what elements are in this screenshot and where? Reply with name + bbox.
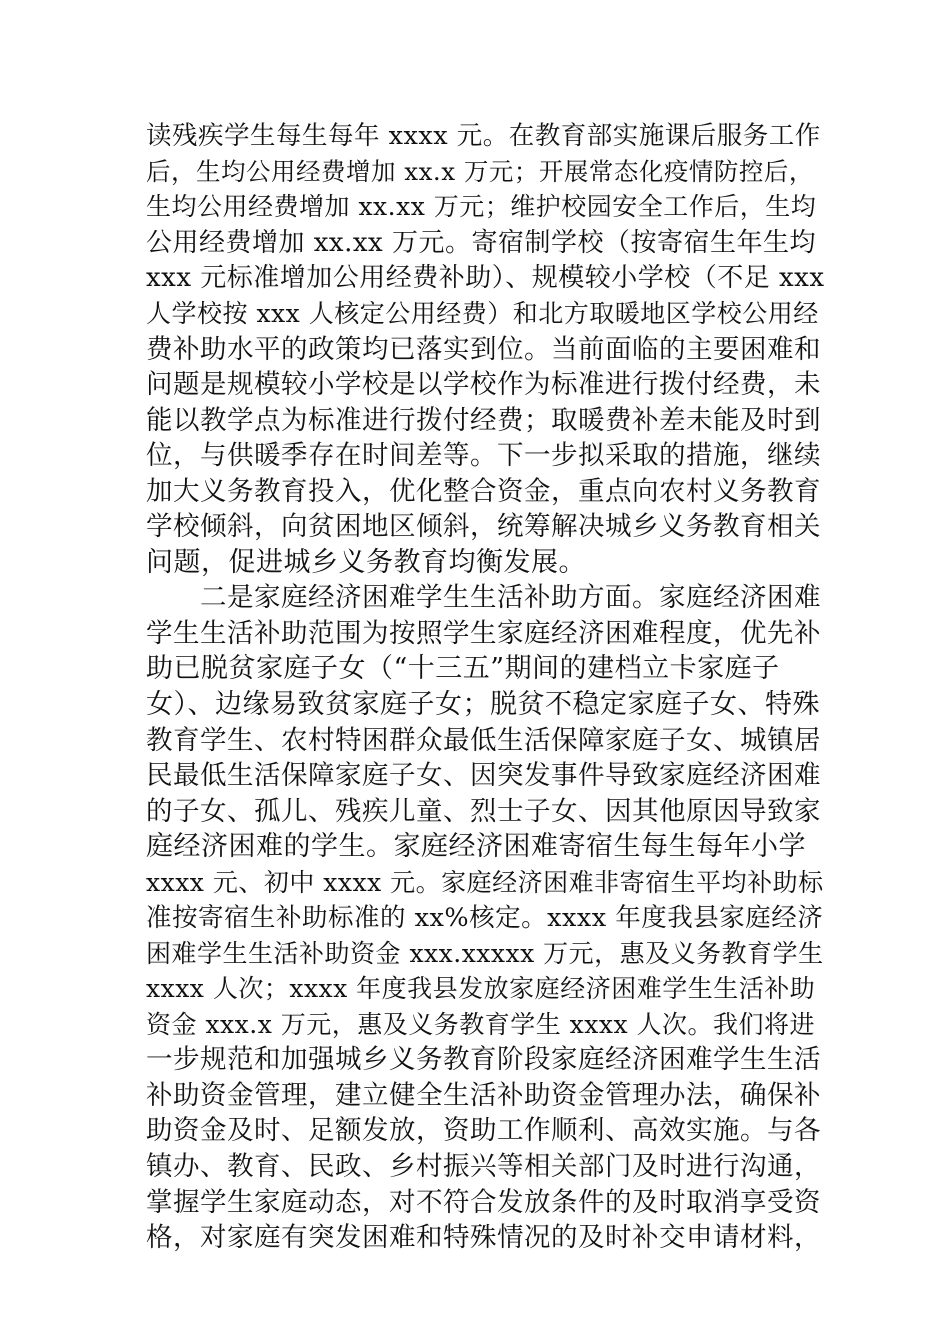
text-line: 费补助水平的政策均已落实到位。当前面临的主要困难和 [146,334,821,365]
text-line: xxx 元标准增加公用经费补助）、规模较小学校（不足 xxx [146,263,825,293]
text-line: 镇办、教育、民政、乡村振兴等相关部门及时进行沟通， [146,1151,821,1182]
text-line: 格，对家庭有突发困难和特殊情况的及时补交申请材料， [146,1222,821,1253]
text-line: 助资金及时、足额发放，资助工作顺利、高效实施。与各 [146,1115,821,1146]
text-line: 学生生活补助范围为按照学生家庭经济困难程度，优先补 [146,618,821,649]
text-line: 问题，促进城乡义务教育均衡发展。 [146,547,586,578]
text-line: 助已脱贫家庭子女（“十三五”期间的建档立卡家庭子 [146,653,780,684]
text-line: 公用经费增加 xx.xx 万元。寄宿制学校（按寄宿生年生均 [146,228,816,258]
text-line: 教育学生、农村特困群众最低生活保障家庭子女、城镇居 [146,725,821,756]
text-line: 加大义务教育投入，优化整合资金，重点向农村义务教育 [146,476,821,507]
text-line: 生均公用经费增加 xx.xx 万元；维护校园安全工作后，生均 [146,192,817,221]
text-line: 掌握学生家庭动态，对不符合发放条件的及时取消享受资 [146,1187,821,1218]
text-line: 的子女、孤儿、残疾儿童、烈士子女、因其他原因导致家 [146,796,821,827]
text-line: xxxx 元、初中 xxxx 元。家庭经济困难非寄宿生平均补助标 [146,868,824,897]
text-line: 资金 xxx.x 万元，惠及义务教育学生 xxxx 人次。我们将进 [146,1010,816,1039]
text-line: 位，与供暖季存在时间差等。下一步拟采取的措施，继续 [146,440,821,471]
text-line: 准按寄宿生补助标准的 xx%核定。xxxx 年度我县家庭经济 [146,903,824,933]
text-line: xxxx 人次；xxxx 年度我县发放家庭经济困难学生生活补助 [146,974,816,1003]
paragraph-first-line: 二是家庭经济困难学生生活补助方面。家庭经济困难 [200,582,821,613]
text-line: 能以教学点为标准进行拨付经费；取暖费补差未能及时到 [146,405,821,436]
text-line: 女）、边缘易致贫家庭子女；脱贫不稳定家庭子女、特殊 [146,689,820,720]
text-line: 补助资金管理，建立健全生活补助资金管理办法，确保补 [146,1080,821,1111]
text-line: 读残疾学生每生每年 xxxx 元。在教育部实施课后服务工作 [146,121,821,151]
text-line: 困难学生生活补助资金 xxx.xxxxx 万元，惠及义务教育学生 [146,939,824,968]
text-line: 人学校按 xxx 人核定公用经费）和北方取暖地区学校公用经 [146,299,819,328]
text-line: 问题是规模较小学校是以学校作为标准进行拨付经费，未 [146,369,821,400]
text-line: 一步规范和加强城乡义务教育阶段家庭经济困难学生生活 [146,1044,821,1075]
text-line: 学校倾斜，向贫困地区倾斜，统筹解决城乡义务教育相关 [146,511,821,542]
text-line: 庭经济困难的学生。家庭经济困难寄宿生每生每年小学 [146,831,806,862]
text-line: 民最低生活保障家庭子女、因突发事件导致家庭经济困难 [146,760,821,791]
text-line: 后，生均公用经费增加 xx.x 万元；开展常态化疫情防控后， [146,157,814,186]
